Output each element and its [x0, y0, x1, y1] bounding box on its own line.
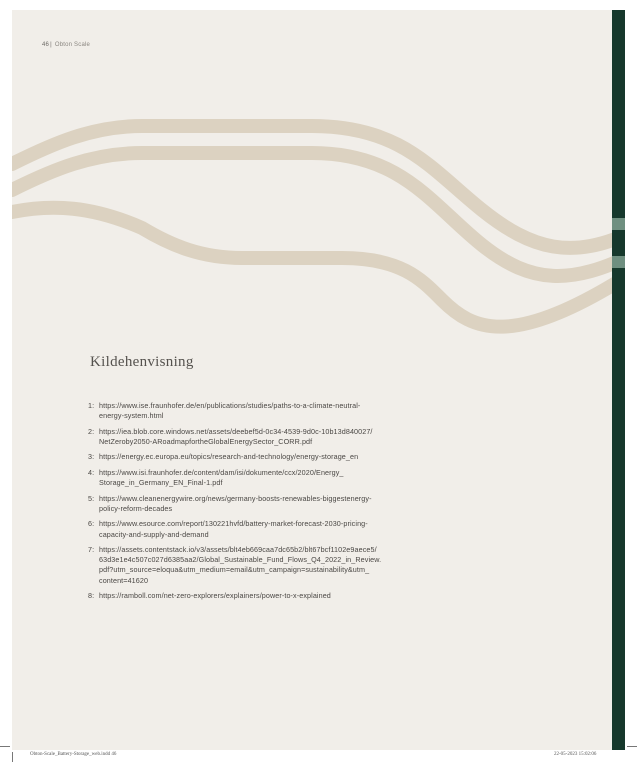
reference-list [88, 401, 428, 607]
reference-number: 3: [88, 452, 95, 462]
reference-link[interactable]: https://www.isi.fraunhofer.de/content/dam/isi/dokumente/ccx/2020/Energy_ Storage_in_Germany_EN_Final-1.pdf [99, 467, 344, 488]
reference-number: 2: [88, 426, 95, 436]
crop-mark [627, 746, 637, 747]
reference-number: 7: [88, 545, 95, 555]
spine-tab [612, 256, 625, 268]
decorative-waves [12, 10, 612, 370]
reference-link[interactable]: https://assets.contentstack.io/v3/assets/blt4eb669caa7dc65b2/blt67bcf1102e9aece5/ 63d3e1e4c507c027d6385aa2/Global_Sustainable_Fund_Flows_Q4_2022_in_Review. pdf?utm_source=eloqua&utm_medium=email&utm_campaign=sustainability&utm_ content=41620 [99, 545, 382, 585]
reference-item [88, 545, 428, 586]
reference-number: 6: [88, 519, 95, 529]
reference-number: 8: [88, 591, 95, 601]
reference-number: 4: [88, 467, 95, 477]
crop-mark [0, 746, 10, 747]
reference-link[interactable]: https://www.cleanenergywire.org/news/germany-boosts-renewables-biggestenergy- policy-reform-decades [99, 493, 372, 513]
reference-link[interactable]: https://www.ise.fraunhofer.de/en/publications/studies/paths-to-a-climate-neutral- energy-system.html [99, 401, 361, 421]
reference-item [88, 494, 428, 514]
reference-item [88, 401, 428, 421]
reference-item [88, 468, 428, 488]
reference-item [88, 427, 428, 447]
reference-item [88, 452, 428, 462]
wave-line-top [12, 126, 612, 248]
running-header: 46| Obton Scale [42, 42, 91, 48]
reference-item [88, 591, 428, 601]
reference-number: 1: [88, 401, 95, 410]
reference-link[interactable]: https://www.esource.com/report/130221hvfd/battery-market-forecast-2030-pricing- capacity-and-supply-and-demand [99, 519, 368, 539]
page-spine [612, 10, 625, 750]
header-title: Obton Scale [54, 42, 91, 48]
reference-link[interactable]: https://iea.blob.core.windows.net/assets/deebef5d-0c34-4539-9d0c-10b13d840027/ NetZeroby2050-ARoadmapfortheGlobalEnergySector_CORR.pdf [99, 426, 373, 446]
page [12, 10, 612, 750]
slug-timestamp: 22-05-2023 15:02:06 [554, 752, 597, 757]
page-number: 46 [42, 42, 50, 48]
section-title: Kildehenvisning [90, 354, 194, 370]
spine-tab [612, 218, 625, 230]
reference-link[interactable]: https://ramboll.com/net-zero-explorers/explainers/power-to-x-explained [99, 591, 331, 601]
slug-file-label: Obton-Scale_Battery-Storage_web.indd 46 [30, 752, 117, 757]
reference-link[interactable]: https://energy.ec.europa.eu/topics/research-and-technology/energy-storage_en [99, 452, 359, 462]
reference-number: 5: [88, 493, 95, 503]
crop-mark [12, 752, 13, 762]
reference-item [88, 519, 428, 539]
